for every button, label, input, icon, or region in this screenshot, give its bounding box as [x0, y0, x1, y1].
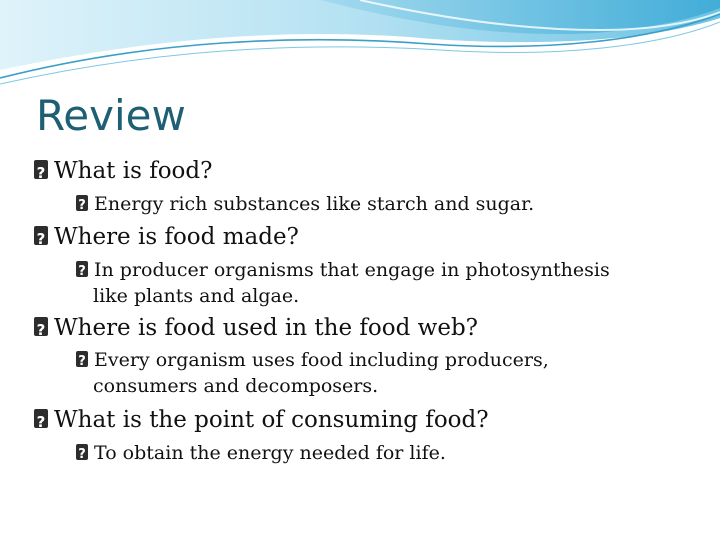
bullet-text-line1: Every organism uses food including producers,: [94, 349, 549, 371]
bullet-glyph-icon: [34, 409, 48, 428]
bullet-glyph-icon: [34, 317, 48, 336]
header-wave-decoration: [0, 0, 720, 90]
bullet-glyph-icon: [76, 351, 88, 367]
bullet-question-3: [34, 314, 478, 342]
bullet-text: What is the point of consuming food?: [54, 407, 489, 433]
slide-title: Review: [36, 91, 186, 140]
bullet-glyph-icon: [76, 195, 88, 211]
bullet-question-4: [34, 406, 489, 434]
bullet-text: Where is food made?: [54, 224, 299, 250]
bullet-text-line2: like plants and algae.: [93, 285, 300, 307]
bullet-answer-2: [76, 257, 646, 309]
bullet-question-1: [34, 157, 212, 185]
bullet-text-line1: In producer organisms that engage in photosynthesis: [94, 259, 610, 281]
bullet-answer-1: [76, 191, 534, 217]
bullet-glyph-icon: [34, 226, 48, 245]
bullet-answer-4: [76, 440, 446, 466]
bullet-text: What is food?: [54, 158, 213, 184]
bullet-glyph-icon: [76, 444, 88, 460]
bullet-question-2: [34, 223, 299, 251]
bullet-glyph-icon: [34, 160, 48, 179]
bullet-text: To obtain the energy needed for life.: [94, 442, 446, 464]
bullet-answer-3: [76, 347, 646, 399]
bullet-text: Energy rich substances like starch and sugar.: [94, 193, 535, 215]
bullet-text: Where is food used in the food web?: [54, 315, 479, 341]
bullet-glyph-icon: [76, 261, 88, 277]
bullet-text-line2: consumers and decomposers.: [93, 375, 379, 397]
